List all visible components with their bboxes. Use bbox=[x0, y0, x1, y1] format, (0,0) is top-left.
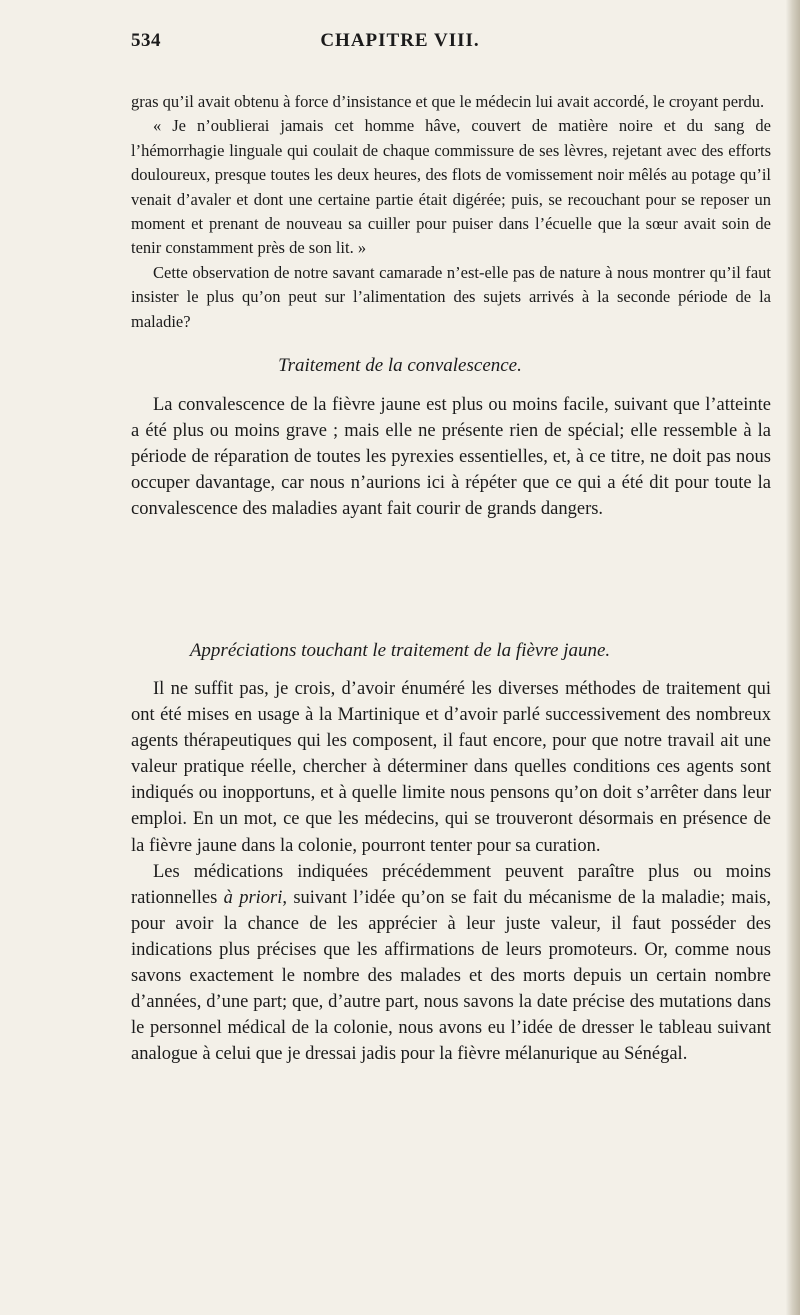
paragraph-observation: Cette observation de notre savant camarade n’est-elle pas de nature à nous montrer qu’il faut insister le plus qu’on peut sur l’alimentation des sujets arrivés à la seconde période de la maladie? bbox=[131, 262, 771, 331]
medications-text-start: Les médications indiquées précédemment peuvent paraître plus ou moins rationnelles bbox=[131, 861, 771, 908]
section-heading-appreciations: Appréciations touchant le traitement de la fièvre jaune. bbox=[189, 640, 611, 661]
section-heading-convalescence: Traitement de la convalescence. bbox=[278, 355, 522, 376]
running-title: CHAPITRE VIII. bbox=[320, 30, 480, 51]
continuation-block bbox=[131, 90, 771, 334]
page-number: 534 bbox=[131, 30, 161, 51]
paragraph-convalescence: La convalescence de la fièvre jaune est plus ou moins facile, suivant que l’atteinte a été plus ou moins grave ; mais elle ne présente rien de spécial; elle ressemble à la période de réparation de toutes les pyrexies essentielles, et, à ce titre, ne doit pas nous occuper davantage, car nous n’aurions ici à répéter que ce qui a été dit pour toute la convalescence des maladies ayant fait courir de grands dangers. bbox=[131, 395, 771, 520]
medications-text-end: , suivant l’idée qu’on se fait du mécanisme de la maladie; mais, pour avoir la chance de les apprécier à leur juste valeur, il faut posséder des indications plus précises que les affirmations de leurs promoteurs. Or, comme nous savons exactement le nombre des malades et des morts depuis un certain nombre d’années, d’une part; que, d’autre part, nous savons la date précise des mutations dans le personnel médical de la colonie, nous avons eu l’idée de dresser le tableau suivant analogue à celui que je dressai jadis pour la fièvre mélanurique au Sénégal. bbox=[131, 887, 771, 1065]
paragraph-methods: Il ne suffit pas, je crois, d’avoir énuméré les diverses méthodes de traitement qui ont été mises en usage à la Martinique et d’avoir parlé successivement des nombreux agents thérapeutiques qui les composent, il faut encore, pour que notre travail ait une valeur pratique réelle, chercher à déterminer dans quelles conditions ces agents sont indiqués ou inopportuns, et à quelle limite nous pensons qu’on doit s’arrêter dans leur emploi. En un mot, ce que les médecins, qui se trouveront désormais en présence de la fièvre jaune dans la colonie, pourront tenter pour sa curation. bbox=[131, 679, 771, 856]
paragraph-continuation: gras qu’il avait obtenu à force d’insistance et que le médecin lui avait accordé, le croyant perdu. bbox=[131, 92, 765, 111]
page-header bbox=[0, 30, 800, 60]
section-body-convalescence bbox=[131, 392, 771, 522]
section-body-appreciations bbox=[131, 676, 771, 1067]
paragraph-medications bbox=[131, 859, 771, 1068]
medications-italic-phrase: à priori bbox=[223, 887, 283, 908]
paragraph-quotation: « Je n’oublierai jamais cet homme hâve, couvert de matière noire et du sang de l’hémorrhagie linguale qui coulait de chaque commissure de ses lèvres, rejetant avec des efforts douloureux, presque toutes les deux heures, des flots de vomissement noir mêlés au potage qu’il venait d’avaler et dont une certaine partie était digérée; puis, se recouchant pour se reposer un moment et prenant de nouveau sa cuiller pour puiser dans l’écuelle que la sœur avait soin de tenir constamment près de son lit. » bbox=[131, 116, 771, 258]
